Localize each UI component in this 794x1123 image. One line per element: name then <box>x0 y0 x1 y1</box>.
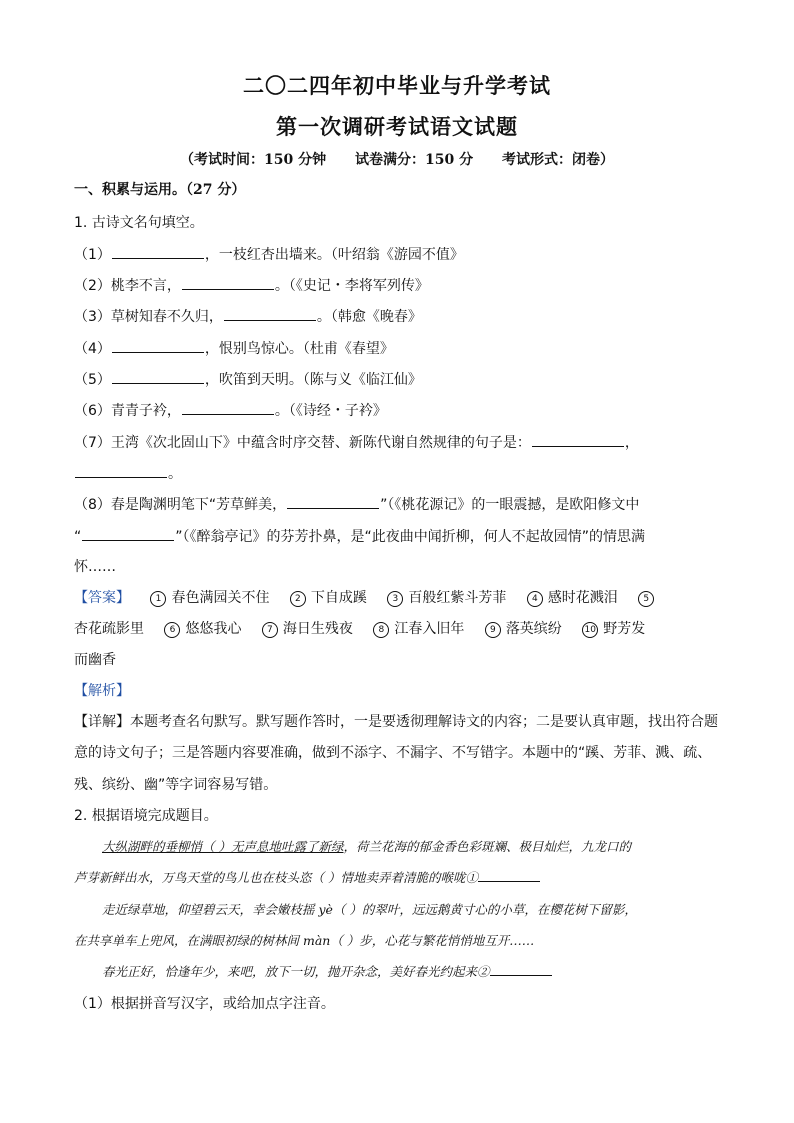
exam-subtitle: 第一次调研考试语文试题 <box>276 114 518 139</box>
circled-number: 2 <box>290 591 306 607</box>
circled-number: 10 <box>582 622 598 638</box>
analysis-line-1: 【详解】本题考查名句默写。默写题作答时，一是要透彻理解诗文的内容；二是要认真审题，找出符合题 <box>74 714 718 730</box>
q1-item-7-line2: 。 <box>74 463 724 484</box>
answer-label: 【答案】 <box>74 590 130 606</box>
q1-item-6: （6）青青子衿， 。（《诗经・子衿》 <box>74 400 724 421</box>
answer-blank[interactable] <box>182 275 274 290</box>
analysis-line-2: 意的诗文句子；三是答题内容要准确，做到不添字、不漏字、不写错字。本题中的“蹊、芳菲、溅、疏、 <box>74 745 712 761</box>
answer-blank[interactable] <box>478 869 540 882</box>
answer-line-2: 杏花疏影里 6 悠悠我心 7 海日生残夜 8 江春入旧年 9 落英缤纷 10 野芳发 <box>74 621 646 637</box>
circled-number: 7 <box>262 622 278 638</box>
answer-line-3: 而幽香 <box>74 652 116 668</box>
answer-blank[interactable] <box>112 338 204 353</box>
circled-number: 6 <box>164 622 180 638</box>
q2-passage-line-2: 芦芽新鲜出水，万鸟天堂的鸟儿也在枝头恣（ ）情地卖弄着清脆的喉咙① <box>74 868 724 888</box>
answer-blank[interactable] <box>82 526 174 541</box>
answer-line-1: 【答案】 1 春色满园关不住 2 下自成蹊 3 百般红紫斗芳菲 4 感时花溅泪 5 <box>74 588 724 608</box>
circled-number: 8 <box>373 622 389 638</box>
q1-item-8-line3: 怀…… <box>74 559 116 575</box>
circled-number: 4 <box>527 591 543 607</box>
q1-item-7-line1: （7）王湾《次北固山下》中蕴含时序交替、新陈代谢自然规律的句子是： ， <box>74 432 724 453</box>
exam-title: 二〇二四年初中毕业与升学考试 <box>243 73 551 98</box>
analysis-label: 【解析】 <box>74 683 130 699</box>
q1-item-4: （4） ，恨别鸟惊心。（杜甫《春望》 <box>74 338 724 359</box>
q2-passage-line-4: 在共享单车上兜风，在满眼初绿的树林间 màn（ ）步，心花与繁花悄悄地互开…… <box>74 933 535 948</box>
answer-blank[interactable] <box>490 963 552 976</box>
q1-item-8-line2: “ ”（《醉翁亭记》的芬芳扑鼻，是“此夜曲中闻折柳，何人不起故园情”的情思满 <box>74 526 724 547</box>
q2-sub-1: （1）根据拼音写汉字，或给加点字注音。 <box>74 996 335 1012</box>
q2-passage-line-1: 大纵湖畔的垂柳悄（ ）无声息地吐露了新绿，荷兰花海的郁金香色彩斑斓、极目灿烂，九龙口的 <box>102 839 631 854</box>
exam-form: 考试形式：闭卷） <box>501 152 614 168</box>
answer-blank[interactable] <box>75 463 167 478</box>
question-2-stem: 2. 根据语境完成题目。 <box>74 808 218 824</box>
answer-blank[interactable] <box>112 369 204 384</box>
section-heading: 一、积累与运用。（27 分） <box>74 182 246 198</box>
detail-label: 【详解】 <box>74 714 130 730</box>
analysis-line-3: 残、缤纷、幽”等字词容易写错。 <box>74 777 278 793</box>
exam-time: （考试时间：150 分钟 <box>180 152 327 168</box>
q1-item-1: （1） ，一枝红杏出墙来。（叶绍翁《游园不值》 <box>74 244 724 265</box>
circled-number: 9 <box>485 622 501 638</box>
answer-blank[interactable] <box>532 432 624 447</box>
q1-item-8-line1: （8）春是陶渊明笔下“芳草鲜美， ”（《桃花源记》的一眼震撼，是欧阳修文中 <box>74 494 724 515</box>
answer-blank[interactable] <box>182 400 274 415</box>
q2-passage-line-5: 春光正好，恰逢年少，来吧，放下一切，抛开杂念，美好春光约起来② <box>102 962 752 982</box>
q1-item-2: （2）桃李不言， 。（《史记・李将军列传》 <box>74 275 724 296</box>
circled-number: 5 <box>638 591 654 607</box>
q1-item-3: （3）草树知春不久归， 。（韩愈《晚春》 <box>74 306 724 327</box>
answer-blank[interactable] <box>287 494 379 509</box>
exam-info <box>0 149 794 169</box>
circled-number: 3 <box>387 591 403 607</box>
q2-passage-line-3: 走近绿草地，仰望碧云天，幸会嫩枝摇 yè（ ）的翠叶，远远鹅黄寸心的小草，在樱花树下留影， <box>102 902 637 917</box>
q1-item-5: （5） ，吹笛到天明。（陈与义《临江仙》 <box>74 369 724 390</box>
exam-score: 试卷满分：150 分 <box>355 152 474 168</box>
answer-blank[interactable] <box>112 244 204 259</box>
answer-blank[interactable] <box>224 306 316 321</box>
question-1-stem: 1. 古诗文名句填空。 <box>74 215 204 231</box>
circled-number: 1 <box>150 591 166 607</box>
